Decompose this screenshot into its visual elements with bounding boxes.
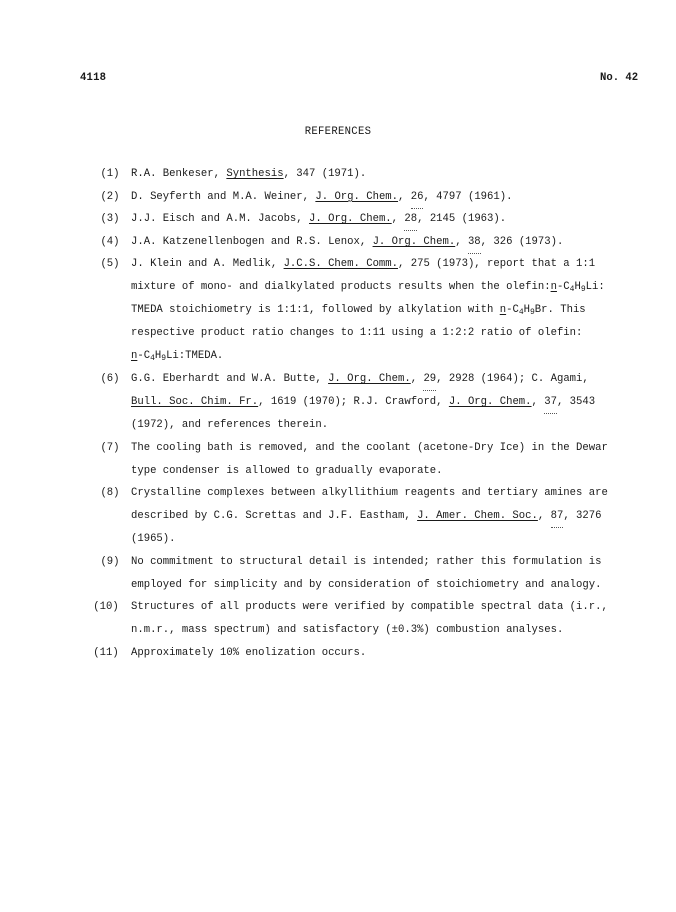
volume-number: 38 [467,235,481,248]
journal-name: Bull. Soc. Chim. Fr. [131,396,259,408]
journal-name: Synthesis [226,168,284,180]
issue-number: No. 42 [600,72,639,84]
journal-name: J. Org. Chem. [372,235,456,248]
reference-text-line: mixture of mono- and dialkylated products results when the $olefin:n-C_4H_9Li$: [131,281,605,295]
reference-text-line: J.A. Katzenellenbogen and R.S. Lenox, J. Org. Chem., 38, 326 (1973). [131,235,564,248]
volume-number: 26 [410,190,424,203]
reference-text-line: Approximately 10% enolization occurs. [131,647,367,659]
reference-number: (4) [100,235,120,248]
volume-number: 87 [550,510,564,523]
reference-text-line: n.m.r., mass spectrum) and satisfactory (±0.3%) combustion analyses. [131,624,564,637]
journal-name: n [499,304,507,317]
reference-text-line: type condenser is allowed to gradually evaporate. [131,464,443,477]
reference-text-line: J. Klein and A. Medlik, J.C.S. Chem. Comm., 275 (1973), report that a 1:1 [131,258,596,271]
reference-text-line: (1972), and references therein. [131,419,329,431]
reference-number: (3) [100,213,120,226]
journal-name: n [550,281,557,294]
reference-text-line: TMEDA stoichiometry is 1:1:1, followed by alkylation with $n-C_4H_9Br$. This [131,304,586,318]
reference-number: (7) [100,441,120,454]
section-title: REFERENCES [304,126,372,138]
reference-number: (9) [100,555,120,568]
reference-number: (11) [93,647,119,659]
reference-text-line: R.A. Benkeser, Synthesis, 347 (1971). [131,168,367,180]
reference-number: (6) [100,373,120,385]
journal-name: n [131,350,138,363]
reference-text-line: Bull. Soc. Chim. Fr., 1619 (1970); R.J. Crawford, J. Org. Chem., 37, 3543 [131,396,596,408]
journal-name: J. Org. Chem. [328,373,411,385]
volume-number: 29 [423,373,437,385]
reference-text-line: respective product ratio changes to 1:11 using a 1:2:2 ratio of olefin: [131,327,583,340]
reference-text-line: described by C.G. Screttas and J.F. Eastham, J. Amer. Chem. Soc., 87, 3276 [131,510,602,523]
reference-number: (8) [100,487,120,500]
reference-number: (2) [100,190,120,203]
reference-text-line: G.G. Eberhardt and W.A. Butte, J. Org. Chem., 29, 2928 (1964); C. Agami, [131,373,589,385]
reference-text-line: Structures of all products were verified by compatible spectral data (i.r., [131,601,608,614]
reference-number: (10) [93,601,119,614]
reference-text-line: No commitment to structural detail is intended; rather this formulation is [131,555,602,568]
reference-text-line: D. Seyferth and M.A. Weiner, J. Org. Chem., 26, 4797 (1961). [131,190,513,203]
journal-name: J. Org. Chem. [309,213,392,226]
journal-name: J. Org. Chem. [315,190,399,203]
reference-text-line: Crystalline complexes between alkyllithium reagents and tertiary amines are [131,487,608,500]
volume-number: 37 [544,396,557,408]
reference-text-line: $n-C_4H_9Li:TMEDA$. [131,350,224,364]
reference-number: (1) [100,168,120,180]
volume-number: 28 [404,213,418,226]
reference-text-line: J.J. Eisch and A.M. Jacobs, J. Org. Chem., 28, 2145 (1963). [131,213,507,226]
journal-name: J.C.S. Chem. Comm. [283,258,399,271]
reference-number: (5) [100,258,120,271]
reference-text-line: The cooling bath is removed, and the coolant (acetone-Dry Ice) in the Dewar [131,441,608,454]
reference-text-line: employed for simplicity and by consideration of stoichiometry and analogy. [131,578,602,591]
reference-text-line: (1965). [131,533,176,546]
page-number: 4118 [80,72,107,84]
journal-name: J. Amer. Chem. Soc. [417,510,538,523]
journal-name: J. Org. Chem. [448,396,532,408]
